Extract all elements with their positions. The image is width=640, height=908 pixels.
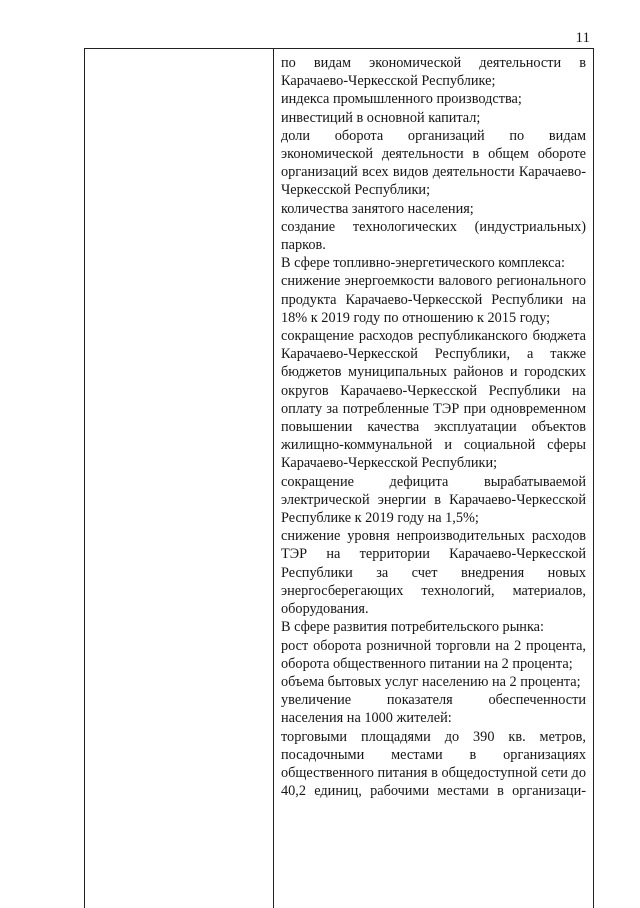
document-table (84, 48, 594, 908)
paragraph-6: создание технологических (индустриальных) парков. (281, 218, 586, 254)
paragraph-1: по видам экономической деятельности в Карачаево-Черкесской Республике; (281, 55, 586, 90)
paragraph-10: сокращение дефицита вырабатываемой электрической энергии в Карачаево-Черкесской Республике к 2019 году на 1,5%; (281, 473, 586, 527)
paragraph-4: доли оборота организаций по видам экономической деятельности в общем обороте организаций всех видов деятельности Карачаево-Черкесской Республики; (281, 127, 586, 199)
table-right-column (281, 54, 586, 800)
paragraph-5: количества занятого населения; (281, 200, 474, 217)
paragraph-8: снижение энергоемкости валового регионального продукта Карачаево-Черкесской Республики на 18% к 2019 году по отношению к 2015 году; (281, 273, 586, 326)
section-heading-consumer-market: В сфере развития потребительского рынка: (281, 619, 544, 636)
paragraph-14: объема бытовых услуг населению на 2 процента; (281, 673, 581, 690)
paragraph-13: рост оборота розничной торговли на 2 процента, оборота общественного питании на 2 процента; (281, 637, 586, 672)
paragraph-9: сокращение расходов республиканского бюджета Карачаево-Черкесской Республики, а также бюджетов муниципальных районов и городских округов Карачаево-Черкесской Республики на оплату за потребленные ТЭР при одновременном повышении качества эксплуатации объектов жилищно-коммунальной и социальной сферы Карачаево-Черкесской Республики; (281, 328, 586, 472)
paragraph-11: снижение уровня непроизводительных расходов ТЭР на территории Карачаево-Черкесской Республики за счет внедрения новых энергосберегающих технологий, материалов, оборудования. (281, 528, 586, 618)
paragraph-2: индекса промышленного производства; (281, 91, 522, 108)
paragraph-16: торговыми площадями до 390 кв. метров, посадочными местами в организациях общественного питания в общедоступной сети до 40,2 единиц, рабочими местами в организаци- (281, 728, 586, 800)
page-number: 11 (575, 30, 590, 46)
paragraph-3: инвестиций в основной капитал; (281, 109, 481, 126)
table-left-column (85, 49, 274, 908)
paragraph-15: увеличение показателя обеспеченности населения на 1000 жителей: (281, 692, 586, 727)
section-heading-fuel-energy: В сфере топливно-энергетического комплекса: (281, 255, 566, 272)
